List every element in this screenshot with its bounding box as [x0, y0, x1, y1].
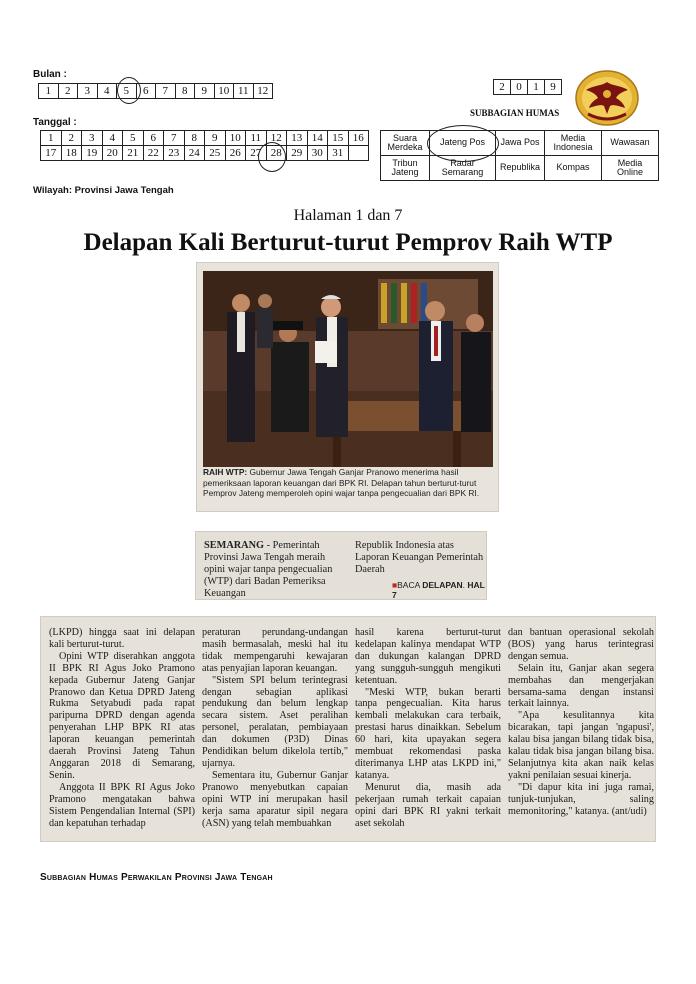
wilayah-label: Wilayah: Provinsi Jawa Tengah: [33, 185, 174, 196]
year-grid: [493, 79, 562, 95]
lead-text-2: Republik Indonesia atas Laporan Keuangan Pemerintah Daerah: [355, 540, 484, 575]
media-cell: Media Online: [602, 156, 659, 181]
bulan-cell: 2: [58, 84, 78, 99]
tanggal-cell: 8: [184, 131, 205, 146]
bulan-selected-circle: [117, 77, 141, 104]
year-digit-cell: 0: [511, 80, 528, 95]
paragraph: peraturan perundang-undangan masih bermasalah, meski hal itu tidak mempengaruhi kewajaran atas penyajian laporan keuangan.: [202, 627, 348, 674]
tanggal-cell: 31: [328, 146, 349, 161]
photo-clipping: [196, 262, 499, 512]
bulan-cell: 4: [97, 84, 117, 99]
bulan-cell: 11: [234, 84, 254, 99]
lead-column-1: [204, 540, 347, 600]
media-selected-circle: [427, 125, 499, 162]
year-digit-cell: 2: [494, 80, 511, 95]
lead-dateline: SEMARANG: [204, 540, 265, 551]
article-column-3: [355, 627, 501, 829]
tanggal-cell: 26: [225, 146, 246, 161]
tanggal-cell: [348, 146, 369, 161]
bulan-cell: 7: [156, 84, 176, 99]
media-cell: Wawasan: [602, 131, 659, 156]
tanggal-cell: 24: [184, 146, 205, 161]
media-cell: Media Indonesia: [545, 131, 602, 156]
media-cell: Radar Semarang: [430, 156, 496, 181]
news-photo: [203, 271, 493, 467]
bulan-cell: 9: [195, 84, 215, 99]
media-cell: Kompas: [545, 156, 602, 181]
lead-clipping: [195, 531, 487, 600]
paragraph: "Sistem SPI belum terintegrasi dengan sebagian aplikasi pendukung dan belum lengkap secara sistem. Aset peralihan personel, peralatan, pembiayaan dan dokumen (P3D) Dinas Pendidikan belum dikelola tertib," ujarnya.: [202, 674, 348, 769]
paragraph: Sementara itu, Gubernur Ganjar Pranowo menyebutkan capaian opini WTP ini merupakan hasil kerja sama aparatur sipil negara (ASN) yang telah membuahkan: [202, 769, 348, 829]
bulan-cell: 1: [39, 84, 59, 99]
baca-label: BACA: [397, 580, 420, 590]
tanggal-cell: 22: [143, 146, 164, 161]
tanggal-grid: [40, 130, 369, 161]
paragraph: "Meski WTP, bukan berarti tanpa pengecualian. Kita harus kembali melakukan cara terbaik, prestasi harus dinaikkan. Sebelum 60 hari, kita upayakan segera membuat rekomendasi paska diterimanya LHP atas LKPD ini," katanya.: [355, 686, 501, 781]
paragraph: (LKPD) hingga saat ini delapan kali berturut-turut.: [49, 627, 195, 650]
tanggal-cell: 25: [205, 146, 226, 161]
tanggal-cell: 16: [348, 131, 369, 146]
footer-label: Subbagian Humas Perwakilan Provinsi Jawa Tengah: [40, 872, 273, 883]
caption-label: RAIH WTP:: [203, 467, 248, 477]
paragraph: Anggota II BPK RI Agus Joko Pramono mengatakan bahwa Sistem Pengendalian Internal (SPI) dan kepatuhan terhadap: [49, 781, 195, 829]
tanggal-cell: 2: [61, 131, 82, 146]
tanggal-cell: 27: [246, 146, 267, 161]
tanggal-cell: 1: [41, 131, 62, 146]
article-column-2: [202, 627, 348, 829]
baca-ref: DELAPAN: [422, 580, 463, 590]
tanggal-cell: 10: [225, 131, 246, 146]
tanggal-cell: 5: [123, 131, 144, 146]
tanggal-cell: 4: [102, 131, 123, 146]
article-column-4: [508, 627, 654, 818]
tanggal-cell: 21: [123, 146, 144, 161]
subbagian-label: SUBBAGIAN HUMAS: [470, 108, 560, 118]
article-column-1: [49, 627, 195, 829]
bulan-cell: 5: [117, 84, 137, 99]
paragraph: dan bantuan operasional sekolah (BOS) yang harus terintegrasi dengan semua.: [508, 627, 654, 662]
caption-text: Gubernur Jawa Tengah Ganjar Pranowo menerima hasil pemeriksaan laporan keuangan dari BPK RI. Delapan tahun berturut-turut Pemprov Jateng memperoleh opini wajar tanpa pengecualian dari BPK RI.: [203, 467, 480, 498]
photo-caption: [203, 467, 495, 499]
paragraph: Opini WTP diserahkan anggota II BPK RI Agus Joko Pramono kepada Gubernur Jateng Ganjar Pranowo dan Ketua DPRD Jateng Rukma Setyabudi pada rapat paripurna DPRD dengan agenda penyerahan LHP BPK RI atas laporan keuangan pemerintah daerah Provinsi Jateng Tahun Anggaran 2018 di Semarang, Senin.: [49, 650, 195, 781]
tanggal-cell: 15: [328, 131, 349, 146]
tanggal-cell: 20: [102, 146, 123, 161]
tanggal-cell: 11: [246, 131, 267, 146]
tanggal-cell: 13: [287, 131, 308, 146]
tanggal-cell: 6: [143, 131, 164, 146]
paragraph: "Di dapur kita ini juga ramai, tunjuk-tunjukan, saling memonitoring," katanya. (ant/udi): [508, 781, 654, 817]
tanggal-cell: 23: [164, 146, 185, 161]
tanggal-selected-circle: [258, 142, 286, 172]
media-table: [380, 130, 659, 181]
tanggal-cell: 29: [287, 146, 308, 161]
tanggal-cell: 17: [41, 146, 62, 161]
tanggal-cell: 7: [164, 131, 185, 146]
media-cell: Jawa Pos: [496, 131, 545, 156]
bulan-cell: 8: [175, 84, 195, 99]
tanggal-cell: 30: [307, 146, 328, 161]
bulan-cell: 3: [78, 84, 98, 99]
paragraph: hasil karena berturut-turut kedelapan kalinya mendapat WTP dan dukungan kalangan DPRD yang sungguh-sungguh mengikuti ketentuan.: [355, 627, 501, 686]
article-headline: Delapan Kali Berturut-turut Pemprov Raih WTP: [83, 229, 613, 256]
bulan-cell: 12: [253, 84, 273, 99]
tanggal-cell: 28: [266, 146, 287, 161]
bulan-cell: 6: [136, 84, 156, 99]
tanggal-cell: 18: [61, 146, 82, 161]
baca-page: HAL 7: [392, 580, 485, 600]
media-cell: Suara Merdeka: [381, 131, 430, 156]
bulan-label: Bulan :: [33, 69, 67, 80]
paragraph: Selain itu, Ganjar akan segera membahas dan mengerjakan bersama-sama dengan instansi terkait lainnya.: [508, 662, 654, 710]
tanggal-cell: 3: [82, 131, 103, 146]
tanggal-cell: 14: [307, 131, 328, 146]
article-body: [40, 616, 656, 842]
garuda-emblem-icon: [574, 68, 640, 128]
paragraph: Menurut dia, masih ada pekerjaan rumah terkait capaian opini dari BPK RI yakni terkait aset sekolah: [355, 781, 501, 829]
tanggal-cell: 9: [205, 131, 226, 146]
bulan-cell: 10: [214, 84, 234, 99]
page-reference: Halaman 1 dan 7: [293, 207, 403, 224]
continued-ref: ■BACA DELAPAN. HAL 7: [392, 580, 485, 600]
lead-text-1: - Pemerintah Provinsi Jawa Tengah meraih opini wajar tanpa pengecualian (WTP) dari Badan Pemeriksa Keuangan: [204, 540, 333, 599]
media-cell: Jateng Pos: [430, 131, 496, 156]
media-cell: Tribun Jateng: [381, 156, 430, 181]
paragraph: "Apa kesulitannya kita bicarakan, tapi jangan 'ngapusi', kalau bisa jangan bilang tidak bisa, kalau tidak bisa jangan bilang bisa. Selanjutnya kita akan naik kelas yakni penilaian sesuai kinerja.: [508, 710, 654, 781]
tanggal-label: Tanggal :: [33, 117, 77, 128]
square-icon: ■: [392, 580, 398, 590]
bulan-grid: [38, 83, 273, 99]
year-digit-cell: 9: [545, 80, 562, 95]
year-digit-cell: 1: [528, 80, 545, 95]
tanggal-cell: 19: [82, 146, 103, 161]
media-cell: Republika: [496, 156, 545, 181]
tanggal-cell: 12: [266, 131, 287, 146]
